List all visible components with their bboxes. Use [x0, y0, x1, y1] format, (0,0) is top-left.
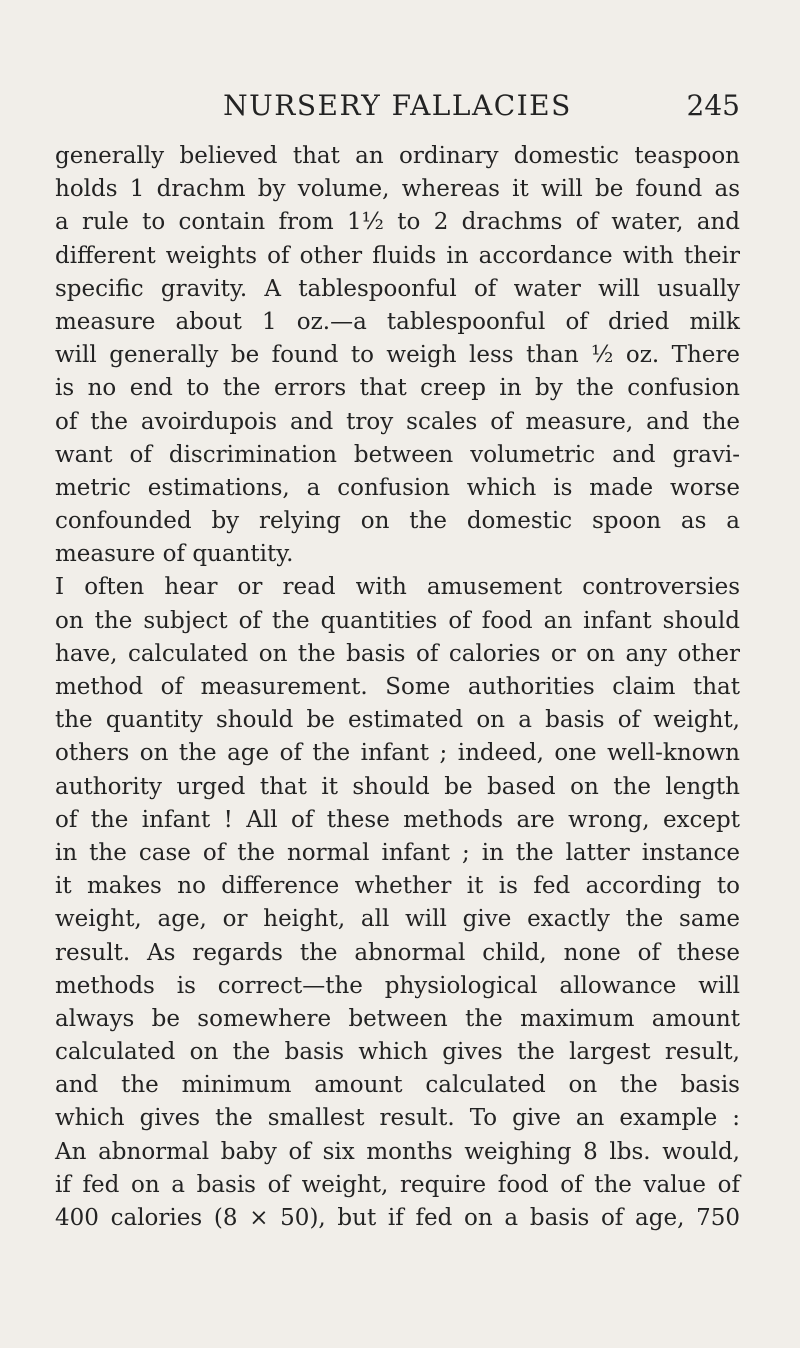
text-line: 400 calories (8 × 50), but if fed on a basis of age, 750	[55, 1205, 740, 1231]
text-line: generally believed that an ordinary domestic teaspoon	[55, 143, 740, 169]
text-line: weight, age, or height, all will give exactly the same	[55, 906, 740, 933]
text-line: a rule to contain from 1½ to 2 drachms of water, and	[55, 209, 740, 236]
text-line: I often hear or read with amusement controversies	[55, 574, 740, 601]
text-line: measure about 1 oz.—a tablespoonful of dried milk	[55, 308, 740, 335]
text-line: measure of quantity.	[55, 541, 294, 568]
text-line: and the minimum amount calculated on the basis	[55, 1072, 740, 1099]
text-line: different weights of other fluids in accordance with their	[55, 242, 740, 269]
text-line: if fed on a basis of weight, require food of the value of	[55, 1171, 740, 1198]
text-line: specific gravity. A tablespoonful of water will usually	[55, 275, 740, 302]
text-line: method of measurement. Some authorities claim that	[55, 674, 740, 700]
text-line: which gives the smallest result. To give an example :	[55, 1105, 740, 1132]
text-line: holds 1 drachm by volume, whereas it will be found as	[55, 176, 740, 203]
text-line: confounded by relying on the domestic spoon as a	[55, 508, 740, 535]
text-line: it makes no difference whether it is fed according to	[55, 873, 740, 900]
running-title: NURSERY FALLACIES	[223, 89, 572, 122]
page-number: 245	[686, 89, 740, 122]
text-line: metric estimations, a confusion which is made worse	[55, 474, 740, 501]
text-line: always be somewhere between the maximum amount	[55, 1005, 740, 1032]
text-line: methods is correct—the physiological allowance will	[55, 972, 740, 999]
text-line: authority urged that it should be based on the length	[55, 773, 740, 800]
text-line: of the avoirdupois and troy scales of measure, and the	[55, 408, 740, 435]
text-line: result. As regards the abnormal child, none of these	[55, 939, 740, 966]
text-line: An abnormal baby of six months weighing 8 lbs. would,	[55, 1138, 740, 1165]
text-line: others on the age of the infant ; indeed, one well-known	[55, 740, 740, 767]
text-line: of the infant ! All of these methods are wrong, except	[55, 806, 740, 833]
text-line: will generally be found to weigh less than ½ oz. There	[55, 342, 740, 369]
body-text	[55, 140, 740, 1235]
text-line: is no end to the errors that creep in by the confusion	[55, 375, 740, 402]
text-line: on the subject of the quantities of food an infant should	[55, 607, 740, 634]
text-line: the quantity should be estimated on a basis of weight,	[55, 707, 740, 734]
text-line: in the case of the normal infant ; in the latter instance	[55, 839, 740, 866]
running-head	[55, 88, 740, 128]
text-line: want of discrimination between volumetric and gravi-	[55, 441, 740, 468]
text-line: have, calculated on the basis of calories or on any other	[55, 640, 740, 667]
text-line: calculated on the basis which gives the largest result,	[55, 1039, 740, 1066]
